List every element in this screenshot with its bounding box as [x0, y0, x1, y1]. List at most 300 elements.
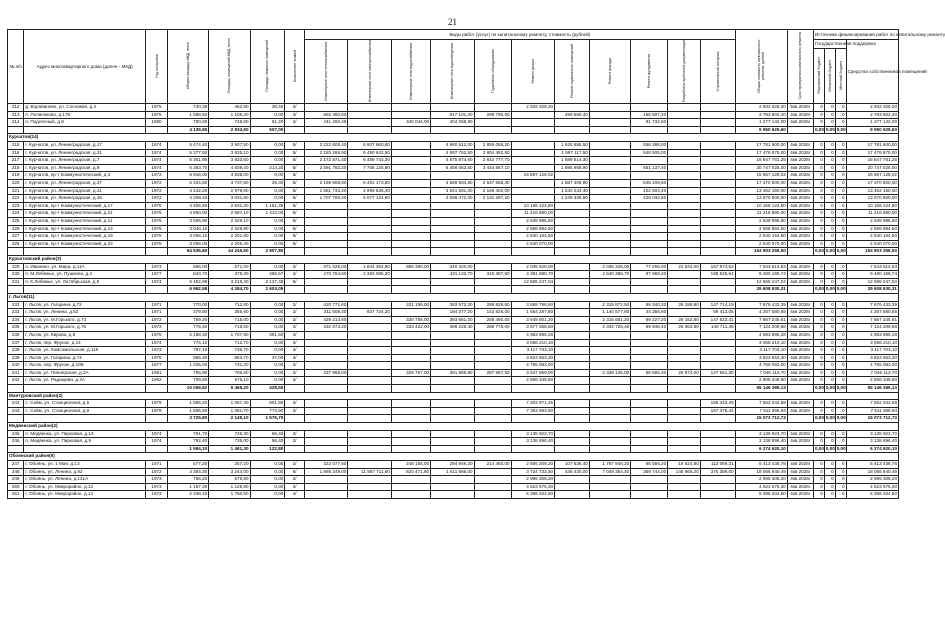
cell-col-15: [631, 331, 668, 339]
cell-col-9: 886 380,00: [391, 263, 430, 271]
cell-col-11: [474, 202, 511, 210]
cell-col-0: 215: [8, 142, 24, 150]
cell-col-0: [8, 445, 24, 453]
cell-col-15: [631, 377, 668, 385]
cell-col-6: 2/: [285, 271, 305, 279]
cell-col-1: с. Сейм, ул. Станционная, д.9: [24, 407, 146, 415]
col-f2-header: Областной бюджет: [824, 48, 835, 103]
cell-col-13: [555, 309, 590, 317]
cell-col-23: 18 066 940,49: [846, 468, 898, 476]
cell-col-6: 4/: [285, 331, 305, 339]
cell-col-17: 147 714,19: [700, 301, 735, 309]
cell-col-2: 1972: [146, 316, 168, 324]
cell-col-20: 0: [813, 483, 824, 491]
cell-col-0: 223: [8, 202, 24, 210]
cell-col-7: 1 707 700,40: [304, 195, 348, 203]
cell-col-6: 5/: [285, 157, 305, 165]
cell-col-17: [700, 430, 735, 438]
cell-col-13: [555, 347, 590, 355]
cell-col-22: 0,00: [835, 286, 846, 294]
cell-col-3: 5 377,50: [167, 149, 208, 157]
cell-col-12: [511, 149, 555, 157]
cell-col-8: [348, 438, 392, 446]
cell-col-17: [700, 164, 735, 172]
cell-col-5: 0,00: [250, 309, 285, 317]
cell-col-0: 212: [8, 104, 24, 112]
cell-col-14: [589, 286, 630, 294]
cell-col-5: 465,57: [250, 271, 285, 279]
cell-col-4: 2 149,10: [209, 415, 250, 423]
cell-col-21: 0: [824, 430, 835, 438]
cell-col-16: [668, 278, 701, 286]
cell-col-11: [474, 347, 511, 355]
cell-col-7: 1 681 733,20: [304, 187, 348, 195]
cell-col-15: [631, 438, 668, 446]
cell-col-18: 10 168 124,80: [735, 202, 787, 210]
table-row: [8, 309, 899, 317]
cell-col-0: 240: [8, 362, 24, 370]
cell-col-17: [700, 377, 735, 385]
cell-col-21: 0: [824, 164, 835, 172]
cell-col-14: [589, 339, 630, 347]
cell-col-11: [474, 248, 511, 256]
cell-col-4: 3 833,60: [209, 157, 250, 165]
cell-col-2: 1974: [146, 157, 168, 165]
cell-col-14: [589, 126, 630, 134]
cell-col-20: 0: [813, 278, 824, 286]
cell-col-23: 55 146 389,13: [846, 385, 898, 393]
cell-col-2: 1974: [146, 164, 168, 172]
cell-col-14: [589, 149, 630, 157]
cell-col-5: 0,00: [250, 263, 285, 271]
cell-col-8: [348, 126, 392, 134]
table-row: [8, 331, 899, 339]
cell-col-8: [348, 369, 392, 377]
cell-col-13: [555, 385, 590, 393]
cell-col-1: [24, 415, 146, 423]
cell-col-13: [555, 430, 590, 438]
cell-col-1: г. Курчатов, ул. Ленинградская, д.45: [24, 195, 146, 203]
cell-col-3: 5 351,90: [167, 157, 208, 165]
cell-col-20: 0: [813, 339, 824, 347]
cell-col-23: 2 995 308,20: [846, 476, 898, 484]
cell-col-21: 0: [824, 195, 835, 203]
cell-col-14: [589, 430, 630, 438]
cell-col-22: 0: [835, 468, 846, 476]
cell-col-9: [391, 309, 430, 317]
cell-col-1: г. Льгов, ул. Гагарина, д.72: [24, 301, 146, 309]
cell-col-7: [304, 430, 348, 438]
cell-col-5: 0,00: [250, 324, 285, 332]
cell-col-5: 61,20: [250, 119, 285, 127]
cell-col-22: 0: [835, 240, 846, 248]
cell-col-17: [700, 278, 735, 286]
cell-col-17: [700, 142, 735, 150]
cell-col-3: 5 452,88: [167, 278, 208, 286]
cell-col-21: 0: [824, 377, 835, 385]
cell-col-5: 2 603,05: [250, 286, 285, 294]
cell-col-22: 0: [835, 180, 846, 188]
cell-col-21: 0,00: [824, 126, 835, 134]
cell-col-18: 18 066 940,49: [735, 468, 787, 476]
cell-col-22: 0: [835, 377, 846, 385]
cell-col-10: [431, 400, 475, 408]
cell-col-2: 1975: [146, 240, 168, 248]
cell-col-4: 706,50: [209, 369, 250, 377]
cell-col-7: [304, 331, 348, 339]
cell-col-6: 2/: [285, 316, 305, 324]
cell-col-6: 2/: [285, 339, 305, 347]
cell-col-15: [631, 126, 668, 134]
cell-col-3: 10 059,82: [167, 385, 208, 393]
cell-col-10: 1 511 566,00: [431, 468, 475, 476]
cell-col-3: 791,70: [167, 430, 208, 438]
cell-col-19: 4кв 2026г: [787, 119, 813, 127]
cell-col-13: [555, 301, 590, 309]
cell-col-23: 1 277 142,00: [846, 119, 898, 127]
cell-col-19: 4кв 2026г: [787, 301, 813, 309]
cell-col-11: 289 828,50: [474, 301, 511, 309]
cell-col-5: 0,00: [250, 491, 285, 499]
cell-col-10: 393 661,20: [431, 316, 475, 324]
cell-col-6: 2/: [285, 377, 305, 385]
cell-col-18: 17 781 600,00: [735, 142, 787, 150]
cell-col-11: [474, 430, 511, 438]
cell-col-16: [668, 354, 701, 362]
cell-col-17: [700, 240, 735, 248]
cell-col-14: 2 316 681,20: [589, 316, 630, 324]
cell-col-23: 9 480 168,74: [846, 271, 898, 279]
cell-col-0: 221: [8, 187, 24, 195]
cell-col-19: [787, 445, 813, 453]
cell-col-20: 0: [813, 210, 824, 218]
cell-col-1: [24, 445, 146, 453]
cell-col-13: [555, 263, 590, 271]
cell-col-20: 0,00: [813, 415, 824, 423]
cell-col-19: 4кв 2026г: [787, 461, 813, 469]
cell-col-17: [700, 362, 735, 370]
cell-col-13: [555, 202, 590, 210]
cell-col-6: 5/: [285, 164, 305, 172]
cell-col-22: 0,00: [835, 248, 846, 256]
cell-col-7: [304, 476, 348, 484]
cell-col-6: 2/: [285, 362, 305, 370]
cell-col-9: [391, 286, 430, 294]
cell-col-22: 0: [835, 347, 846, 355]
cell-col-5: 65,40: [250, 430, 285, 438]
cell-col-12: 4 623 675,30: [511, 483, 555, 491]
district-name: Обоянский район(9): [8, 453, 899, 461]
cell-col-4: 736,70: [209, 347, 250, 355]
cell-col-12: 3 649 801,20: [511, 316, 555, 324]
group-header-row: [8, 453, 899, 461]
cell-col-14: 1 787 948,20: [589, 461, 630, 469]
cell-col-11: [474, 468, 511, 476]
cell-col-5: 0,00: [250, 347, 285, 355]
cell-col-0: 248: [8, 468, 24, 476]
cell-col-3: 5 344,60: [167, 180, 208, 188]
cell-col-13: [555, 233, 590, 241]
cell-col-12: 3 677 358,60: [511, 324, 555, 332]
cell-col-12: 2 932 328,20: [511, 104, 555, 112]
cell-col-5: 0,00: [250, 362, 285, 370]
cell-col-23: 3 117 703,10: [846, 347, 898, 355]
cell-col-22: 0: [835, 491, 846, 499]
cell-col-18: 2 932 328,20: [735, 104, 787, 112]
cell-col-11: [474, 278, 511, 286]
cell-col-7: 429 213,60: [304, 316, 348, 324]
cell-col-12: 7 403 971,25: [511, 400, 555, 408]
cell-col-14: [589, 385, 630, 393]
cell-col-20: 0: [813, 407, 824, 415]
cell-col-1: г. Льгов, ул. Гагарина, д.74: [24, 354, 146, 362]
cell-col-10: 3 598 472,00: [431, 195, 475, 203]
cell-col-15: [631, 240, 668, 248]
table-row: [8, 233, 899, 241]
cell-col-9: [391, 438, 430, 446]
cell-col-14: 2 334 725,40: [589, 324, 630, 332]
cell-col-21: 0: [824, 218, 835, 226]
cell-col-5: 0,00: [250, 301, 285, 309]
cell-col-23: 13 462 150,00: [846, 187, 898, 195]
cell-col-17: 157 574,53: [700, 263, 735, 271]
cell-col-2: 1981: [146, 369, 168, 377]
cell-col-19: 4кв 2026г: [787, 468, 813, 476]
cell-col-6: 5/: [285, 218, 305, 226]
cell-col-13: [555, 377, 590, 385]
cell-col-7: [304, 218, 348, 226]
cell-col-12: 15 867 128,02: [511, 172, 555, 180]
cell-col-11: [474, 126, 511, 134]
cell-col-23: 2 932 328,20: [846, 104, 898, 112]
cell-col-17: [700, 233, 735, 241]
cell-col-21: 0: [824, 400, 835, 408]
cell-col-13: [555, 104, 590, 112]
cell-col-14: [589, 240, 630, 248]
cell-col-22: 0: [835, 195, 846, 203]
cell-col-11: [474, 339, 511, 347]
cell-col-12: 4 983 895,28: [511, 331, 555, 339]
cell-col-7: [304, 339, 348, 347]
cell-col-20: 0: [813, 316, 824, 324]
cell-col-9: 820 471,60: [391, 468, 430, 476]
cell-col-10: [431, 339, 475, 347]
cell-col-0: [8, 126, 24, 134]
cell-col-5: 0,00: [250, 111, 285, 119]
group-header-row: [8, 423, 899, 431]
cell-col-17: [700, 331, 735, 339]
cell-col-19: 4кв 2026г: [787, 339, 813, 347]
cell-col-3: 866,00: [167, 263, 208, 271]
cell-col-8: [348, 461, 392, 469]
cell-col-3: 6 962,58: [167, 286, 208, 294]
cell-col-19: 4кв 2026г: [787, 263, 813, 271]
table-row: [8, 324, 899, 332]
cell-col-13: 1 597 117,50: [555, 149, 590, 157]
cell-col-8: [348, 415, 392, 423]
cell-col-11: 2 855 055,20: [474, 142, 511, 150]
cell-col-20: 0: [813, 400, 824, 408]
cell-col-7: [304, 126, 348, 134]
cell-col-9: 331 156,00: [391, 301, 430, 309]
cell-col-6: 2/: [285, 483, 305, 491]
cell-col-19: 4кв 2026г: [787, 324, 813, 332]
cell-col-19: 4кв 2026г: [787, 218, 813, 226]
cell-col-6: 5/: [285, 240, 305, 248]
cell-col-13: 1 895 958,90: [555, 164, 590, 172]
cell-col-3: 3 006,00: [167, 240, 208, 248]
cell-col-6: 5/: [285, 180, 305, 188]
cell-col-22: 0: [835, 225, 846, 233]
cell-col-3: 792,40: [167, 438, 208, 446]
cell-col-3: 774,10: [167, 339, 208, 347]
cell-col-18: 20 747 025,00: [735, 164, 787, 172]
cell-col-7: 437 958,00: [304, 369, 348, 377]
cell-col-17: [700, 126, 735, 134]
cell-col-4: 726,30: [209, 430, 250, 438]
cell-col-17: [700, 339, 735, 347]
cell-col-22: 0: [835, 210, 846, 218]
cell-col-10: [431, 210, 475, 218]
cell-col-3: 709,60: [167, 377, 208, 385]
cell-col-1: г. Льгов, пер. Фрунзе, д.10Б: [24, 362, 146, 370]
cell-col-11: [474, 172, 511, 180]
cell-col-16: [668, 248, 701, 256]
cell-col-18: 7 124 209,68: [735, 324, 787, 332]
cell-col-6: 2/: [285, 309, 305, 317]
cell-col-7: [304, 445, 348, 453]
cell-col-20: 0: [813, 195, 824, 203]
table-row: [8, 240, 899, 248]
cell-col-11: 3 444 867,10: [474, 164, 511, 172]
cell-col-6: 2/: [285, 347, 305, 355]
col-w4-header: Инженерные сети водоотведения: [431, 40, 475, 104]
cell-col-16: [668, 362, 701, 370]
cell-col-4: 9 465,20: [209, 385, 250, 393]
cell-col-2: 1974: [146, 278, 168, 286]
cell-col-15: [631, 385, 668, 393]
cell-col-7: 432 673,20: [304, 324, 348, 332]
cell-col-15: 69 227,20: [631, 316, 668, 324]
cell-col-14: [589, 362, 630, 370]
cell-col-3: 765,90: [167, 369, 208, 377]
cell-col-17: [700, 476, 735, 484]
cell-col-11: [474, 240, 511, 248]
cell-col-19: 4кв 2026г: [787, 369, 813, 377]
cell-col-1: г. Обоянь, ул. 1 Мая, д.13: [24, 461, 146, 469]
cell-col-20: 0: [813, 111, 824, 119]
cell-col-5: 122,80: [250, 445, 285, 453]
cell-col-1: г. Курчатов, пр-т Коммунистический, д.13: [24, 225, 146, 233]
cell-col-0: 242: [8, 377, 24, 385]
cell-col-14: [589, 187, 630, 195]
cell-col-8: 937 724,20: [348, 309, 392, 317]
cell-col-0: [8, 415, 24, 423]
cell-col-19: 4кв 2026г: [787, 309, 813, 317]
cell-col-2: 1975: [146, 111, 168, 119]
cell-col-13: [555, 476, 590, 484]
cell-col-1: п. К.Лебяжье, ул. Октябрьская, д.5: [24, 278, 146, 286]
cell-col-1: г. Курчатов, ул. Ленинградская, д.9: [24, 164, 146, 172]
cell-col-4: 2 228,90: [209, 225, 250, 233]
cell-col-19: 4кв 2026г: [787, 476, 813, 484]
cell-col-22: 0: [835, 483, 846, 491]
cell-col-0: 247: [8, 461, 24, 469]
cell-col-11: 2 131 287,20: [474, 195, 511, 203]
cell-col-7: 2 169 908,80: [304, 180, 348, 188]
cell-col-8: 2 383 095,30: [348, 271, 392, 279]
cell-col-3: 787,10: [167, 347, 208, 355]
cell-col-16: [668, 233, 701, 241]
cell-col-9: [391, 149, 430, 157]
table-row: [8, 180, 899, 188]
cell-col-22: 0: [835, 331, 846, 339]
cell-col-15: 44 356,60: [631, 309, 668, 317]
cell-col-13: [555, 324, 590, 332]
cell-col-14: [589, 218, 630, 226]
cell-col-2: 1972: [146, 324, 168, 332]
cell-col-5: 0,00: [250, 369, 285, 377]
cell-col-8: [348, 218, 392, 226]
cell-col-15: [631, 354, 668, 362]
cell-col-21: 0: [824, 225, 835, 233]
cell-col-21: 0: [824, 263, 835, 271]
cell-col-13: [555, 172, 590, 180]
cell-col-12: 2 808 349,60: [511, 377, 555, 385]
cell-col-17: 158 443,49: [700, 400, 735, 408]
cell-col-16: [668, 309, 701, 317]
cell-col-0: 238: [8, 347, 24, 355]
cell-col-15: [631, 407, 668, 415]
cell-col-9: [391, 111, 430, 119]
cell-col-12: 7 353 993,50: [511, 407, 555, 415]
cell-col-5: 0,00: [250, 468, 285, 476]
cell-col-5: 0,00: [250, 225, 285, 233]
cell-col-9: [391, 483, 430, 491]
cell-col-9: [391, 164, 430, 172]
cell-col-2: 1975: [146, 354, 168, 362]
cell-col-23: 13 670 800,00: [846, 195, 898, 203]
cell-col-18: 13 462 150,00: [735, 187, 787, 195]
cell-col-0: 228: [8, 240, 24, 248]
cell-col-20: 0: [813, 172, 824, 180]
cell-col-9: [391, 400, 430, 408]
cell-col-17: 147 522,41: [700, 316, 735, 324]
cell-col-12: 2 568 884,50: [511, 225, 555, 233]
cell-col-14: [589, 104, 630, 112]
register-body: [8, 104, 899, 499]
cell-col-14: [589, 415, 630, 423]
cell-col-16: [668, 377, 701, 385]
cell-col-23: 15 073 712,73: [846, 415, 898, 423]
cell-col-19: 4кв 2026г: [787, 172, 813, 180]
cell-col-3: 756,20: [167, 476, 208, 484]
cell-col-15: [631, 225, 668, 233]
cell-col-22: 0: [835, 400, 846, 408]
cell-col-22: 0: [835, 157, 846, 165]
cell-col-1: п. М.Лебяжье, ул. Пушкина, д.2: [24, 271, 146, 279]
cell-col-10: [431, 347, 475, 355]
cell-col-23: 7 511 368,94: [846, 407, 898, 415]
cell-col-18: 4 267 580,65: [735, 309, 787, 317]
cell-col-2: 1972: [146, 187, 168, 195]
cell-col-11: [474, 438, 511, 446]
cell-col-12: 11 216 880,00: [511, 210, 555, 218]
cell-col-11: 2 166 402,00: [474, 187, 511, 195]
cell-col-19: 4кв 2026г: [787, 142, 813, 150]
cell-col-22: 0: [835, 187, 846, 195]
cell-col-0: 213: [8, 111, 24, 119]
